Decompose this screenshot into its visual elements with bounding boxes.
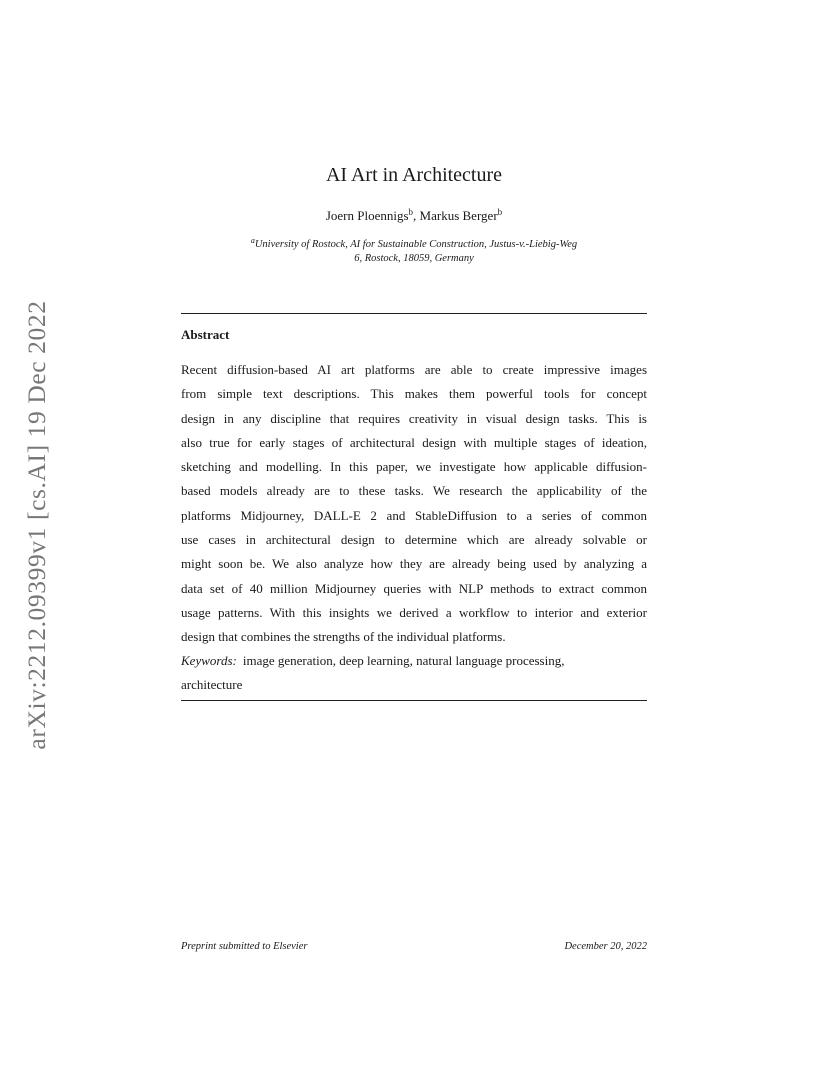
preprint-note: Preprint submitted to Elsevier [181, 941, 308, 952]
author-name: Markus Berger [419, 208, 498, 223]
abstract-line: sketching and modelling. In this paper, we investigate how applicable diffusion- [181, 459, 647, 475]
keywords [181, 649, 647, 698]
keywords-label: Keywords: [181, 653, 237, 668]
abstract-line: from simple text descriptions. This makes them powerful tools for concept [181, 386, 647, 402]
abstract-line: usage patterns. With this insights we derived a workflow to interior and exterior [181, 604, 647, 620]
author-separator: , [413, 208, 420, 223]
affiliation-text: University of Rostock, AI for Sustainable Construction, Justus-v.-Liebig-Weg [254, 239, 578, 250]
footer-date: December 20, 2022 [564, 941, 647, 952]
abstract-line: Recent diffusion-based AI art platforms are able to create impressive images [181, 362, 647, 377]
abstract-line: based models already are to these tasks. We research the applicability of the [181, 483, 647, 499]
affiliation-mark: a [250, 236, 255, 245]
abstract-line: design that combines the strengths of the individual platforms. [181, 629, 506, 645]
affiliation [0, 238, 828, 266]
abstract-top-rule [181, 313, 647, 314]
affiliation-mark: b [408, 207, 414, 217]
affiliation-mark: b [497, 207, 503, 217]
abstract-line: data set of 40 million Midjourney queries with NLP methods to extract common [181, 580, 647, 596]
affiliation-line: 6, Rostock, 18059, Germany [354, 253, 474, 264]
abstract-heading: Abstract [181, 327, 230, 342]
affiliation-line [0, 238, 828, 252]
paper-title: AI Art in Architecture [325, 164, 503, 186]
keywords-line: architecture [181, 677, 243, 693]
abstract-body [181, 358, 647, 650]
keywords-text: image generation, deep learning, natural language processing, [242, 653, 565, 668]
arxiv-identifier-stamp: arXiv:2212.09399v1 [cs.AI] 19 Dec 2022 [22, 300, 51, 750]
keywords-line [181, 649, 647, 673]
abstract-line: also true for early stages of architectural design with multiple stages of ideation, [181, 434, 647, 450]
author-name: Joern Ploennigs [325, 208, 409, 223]
abstract-line: design in any discipline that requires creativity in visual design tasks. This is [181, 410, 647, 426]
abstract-line: might soon be. We also analyze how they are already being used by analyzing a [181, 556, 647, 572]
abstract-line: use cases in architectural design to determine which are already solvable or [181, 532, 647, 548]
abstract-line: platforms Midjourney, DALL-E 2 and StableDiffusion to a series of common [181, 507, 647, 523]
abstract-bottom-rule [181, 700, 647, 701]
author-list [0, 208, 828, 224]
